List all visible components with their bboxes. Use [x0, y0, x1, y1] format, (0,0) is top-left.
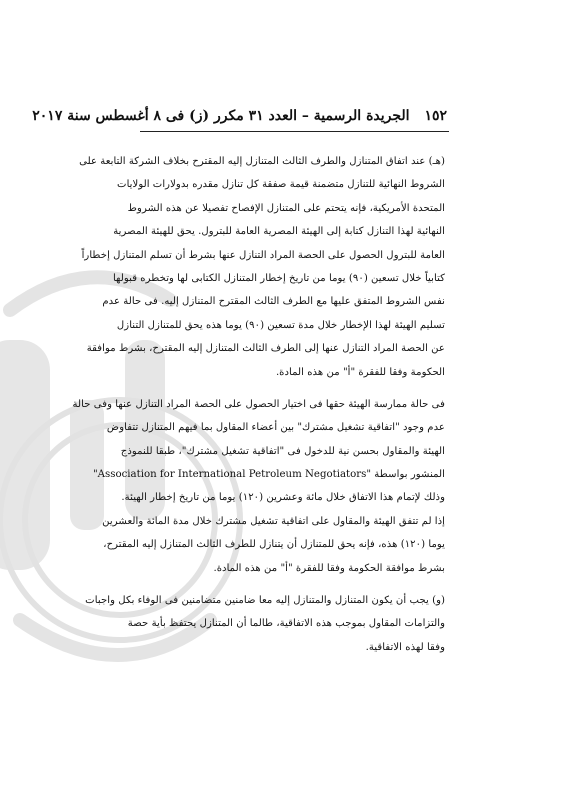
text-line: إذا لم تتفق الهيئة والمقاول على اتفاقية تشغيل مشترك خلال مدة المائة والعشرين — [102, 515, 445, 527]
text-line: تسليم الهيئة لهذا الإخطار خلال مدة تسعين (٩٠) يوما هذه يحق للمتنازل التنازل — [116, 319, 445, 331]
paragraph-h-continued — [72, 393, 445, 580]
header-rule — [140, 131, 449, 132]
text-line: وفقا لهذه الاتفاقية. — [365, 641, 445, 653]
text-line: يوما (١٢٠) هذه، فإنه يحق للمتنازل أن يتنازل للطرف الثالث المتنازل إليه المقترح، — [103, 539, 445, 551]
text-line: والتزامات المقاول بموجب هذه الاتفاقية، طالما أن المتنازل يحتفظ بأية حصة — [127, 618, 445, 630]
text-line: عن الحصة المراد التنازل عنها إلى الطرف الثالث المتنازل إليه المقترح، بشرط موافقة — [86, 343, 445, 355]
text-line: الهيئة والمقاول بحسن نية للدخول فى "اتفاقية تشغيل مشترك"، طبقا للنموذج — [120, 445, 445, 457]
text-line: فى حالة ممارسة الهيئة حقها فى اختيار الحصول على الحصة المراد التنازل عنها وفى حالة — [72, 398, 445, 410]
paragraph-gap — [138, 580, 445, 589]
text-line: النهائية لهذا التنازل كتابة إلى الهيئة المصرية العامة للبترول. يحق للهيئة المصرية — [113, 226, 445, 238]
text-line: بشرط موافقة الحكومة وفقا للفقرة "أ" من هذه المادة. — [213, 562, 445, 574]
text-line: عدم وجود "اتفاقية تشغيل مشترك" بين أعضاء المقاول بما فيهم المتنازل تتفاوض — [106, 422, 445, 434]
paragraph-h — [79, 150, 445, 384]
text-line: المتحدة الأمريكية، فإنه يتحتم على المتنازل الإفصاح تفصيلا عن هذه الشروط — [127, 202, 445, 214]
text-line: العامة للبترول الحصول على الحصة المراد التنازل عنها بشرط أن تسلم المتنازل إخطاراً — [81, 249, 445, 261]
text-line: (هـ) عند اتفاق المتنازل والطرف الثالث المتنازل إليه المقترح بخلاف الشركة التابعة على — [79, 156, 445, 167]
text-line: (و) يجب أن يكون المتنازل والمتنازل إليه معا ضامنين متضامنين فى الوفاء بكل واجبات — [85, 595, 445, 607]
text-line: المنشور بواسطة "Association for International Petroleum Negotiators" — [92, 469, 445, 481]
document-body — [72, 150, 445, 659]
paragraph-w — [85, 589, 445, 659]
text-line: الشروط النهائية للتنازل متضمنة قيمة صفقة كل تنازل مقدره بدولارات الولايات — [116, 179, 445, 191]
gazette-title: الجريدة الرسمية – العدد ٣١ مكرر (ز) فى ٨ أغسطس سنة ٢٠١٧ — [32, 108, 410, 124]
text-line: الحكومة وفقا للفقرة "أ" من هذه المادة. — [275, 366, 445, 378]
text-line: وذلك لإتمام هذا الاتفاق خلال مائة وعشرين (١٢٠) يوما من تاريخ إخطار الهيئة. — [121, 492, 445, 504]
page-number: ١٥٢ — [424, 108, 447, 124]
paragraph-gap — [138, 384, 445, 393]
text-line: نفس الشروط المتفق عليها مع الطرف الثالث المقترح المتنازل إليه. فى حالة عدم — [102, 296, 445, 308]
page-header — [32, 108, 447, 124]
text-line: كتابياً خلال تسعين (٩٠) يوما من تاريخ إخطار المتنازل الكتابى لها وتخطره قبولها — [112, 272, 445, 284]
